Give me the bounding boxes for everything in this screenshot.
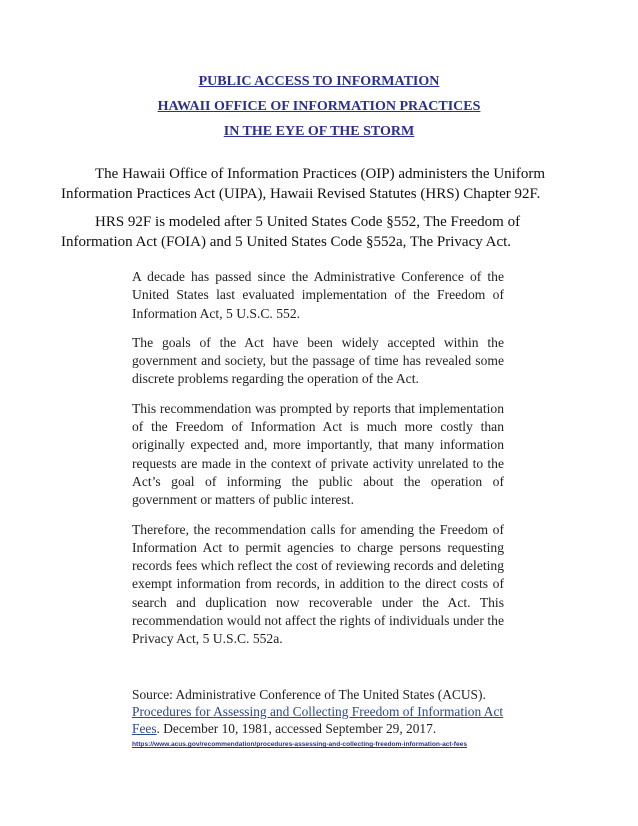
- title-line-3: IN THE EYE OF THE STORM: [223, 124, 415, 139]
- document-title: [0, 70, 638, 144]
- source-prefix: Source: Administrative Conference of The United States (ACUS).: [132, 687, 486, 702]
- quote-paragraph: This recommendation was prompted by reports that implementation of the Freedom of Information Act is much more costly than originally expected and, more importantly, that many information requests are made in the context of private activity unrelated to the Act’s goal of informing the public about the operation of government or matters of public interest.: [132, 400, 504, 508]
- source-citation: [132, 686, 508, 737]
- source-title-link[interactable]: Procedures for Assessing and Collecting Freedom of Information Act Fees: [132, 704, 504, 736]
- quote-paragraph: The goals of the Act have been widely accepted within the government and society, but the passage of time has revealed some discrete problems regarding the operation of the Act.: [132, 334, 504, 387]
- block-quote: [132, 268, 504, 660]
- quote-paragraph: A decade has passed since the Administrative Conference of the United States last evaluated implementation of the Freedom of Information Act, 5 U.S.C. 552.: [132, 269, 504, 321]
- title-line-1: PUBLIC ACCESS TO INFORMATION: [198, 74, 440, 89]
- title-line-2: HAWAII OFFICE OF INFORMATION PRACTICES: [157, 99, 481, 114]
- intro-paragraph-oip-text: The Hawaii Office of Information Practices (OIP) administers the Uniform Information Practices Act (UIPA), Hawaii Revised Statutes (HRS) Chapter 92F.: [61, 166, 545, 202]
- intro-paragraph-hrs: [61, 212, 581, 252]
- source-url-link[interactable]: https://www.acus.gov/recommendation/procedures-assessing-and-collecting-freedom-information-act-fees: [132, 741, 467, 748]
- intro-paragraph-oip: [61, 164, 581, 204]
- intro-paragraph-hrs-text: HRS 92F is modeled after 5 United States Code §552, The Freedom of Information Act (FOIA) and 5 United States Code §552a, The Privacy Act.: [61, 214, 521, 250]
- quote-paragraph: Therefore, the recommendation calls for amending the Freedom of Information Act to permit agencies to charge persons requesting records fees which reflect the cost of reviewing records and deleting exempt information from records, in addition to the direct costs of search and duplication now recoverable under the Act. This recommendation would not affect the rights of individuals under the Privacy Act, 5 U.S.C. 552a.: [132, 521, 504, 647]
- source-suffix: . December 10, 1981, accessed September 29, 2017.: [156, 721, 437, 736]
